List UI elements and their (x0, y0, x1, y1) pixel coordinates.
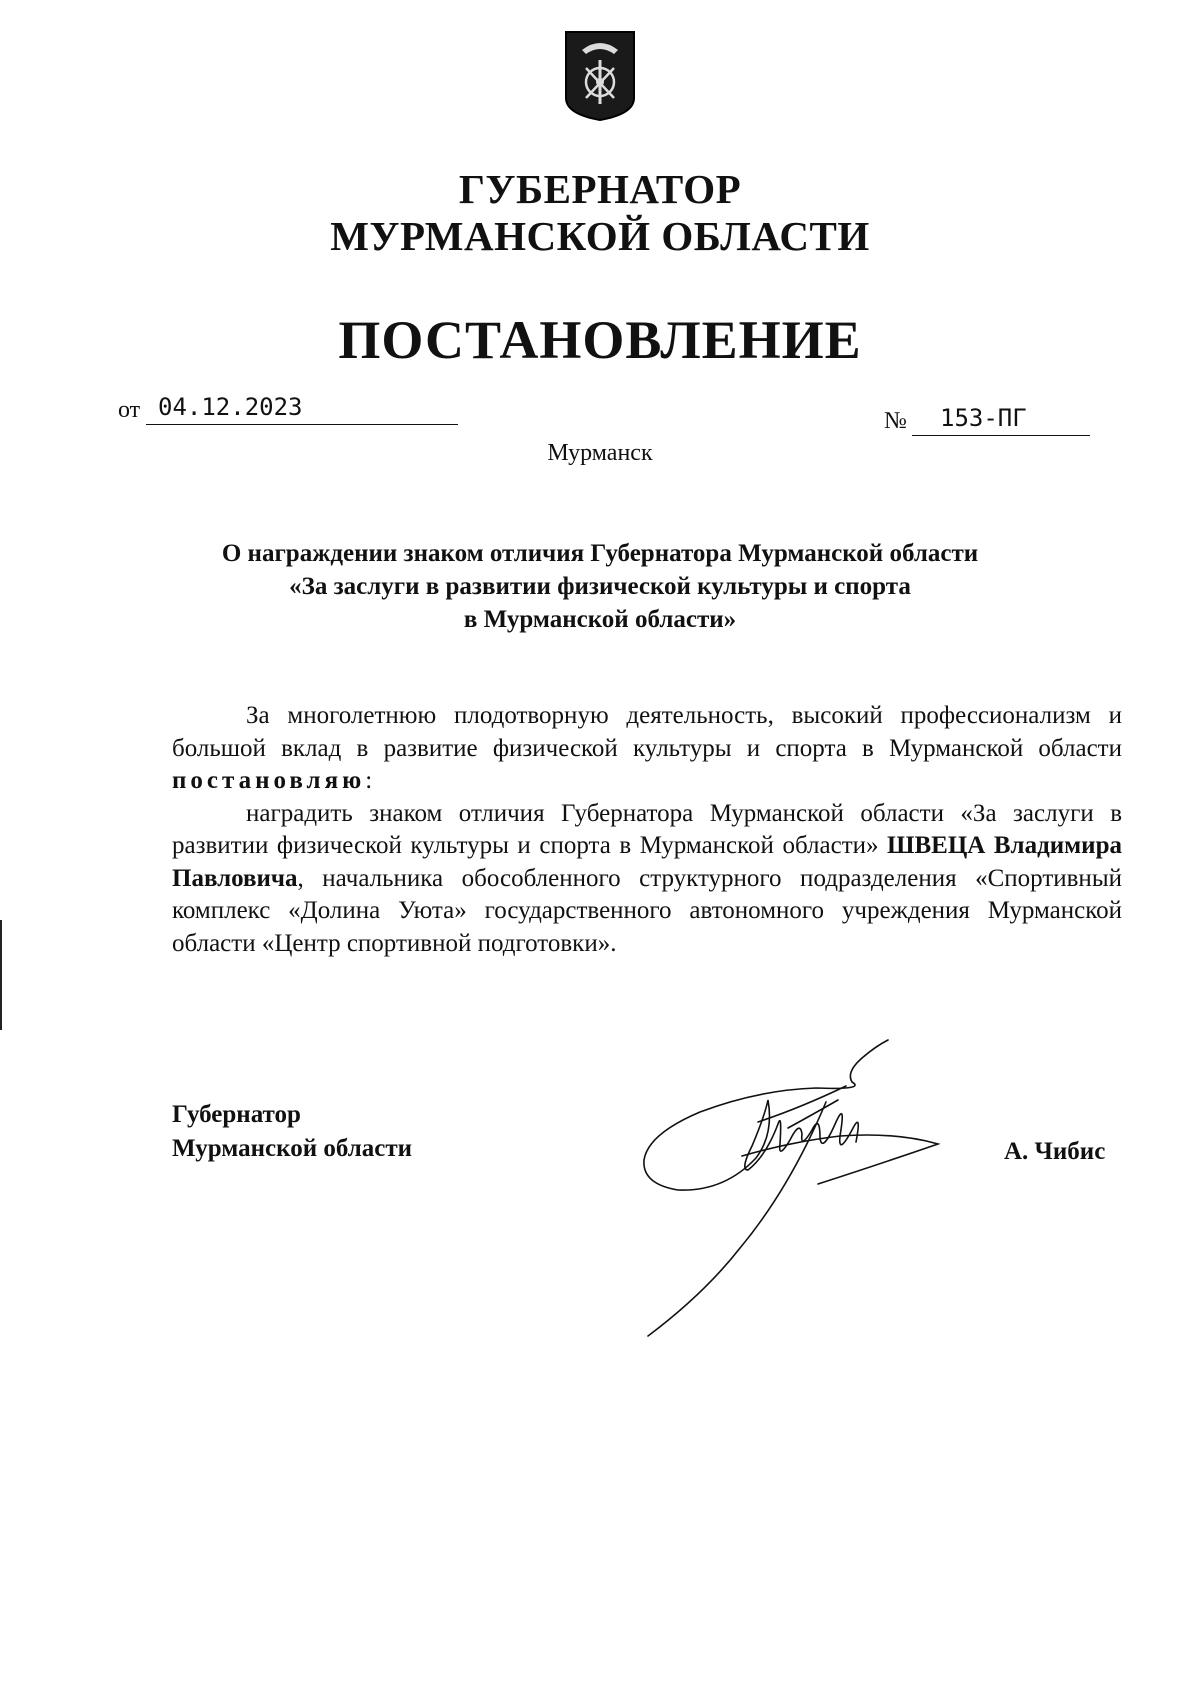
document-number-field: 153-ПГ (912, 404, 1090, 436)
subject-line: в Мурманской области» (463, 606, 737, 633)
authority-title-line2: МУРМАНСКОЙ ОБЛАСТИ (330, 213, 870, 259)
coat-of-arms-icon (562, 28, 638, 122)
subject-line: О награждении знаком отличия Губернатора Мурманской области (221, 540, 979, 567)
document-type-heading: ПОСТАНОВЛЕНИЕ (338, 310, 862, 370)
decree-colon: : (365, 767, 373, 794)
signer-position-line: Мурманской области (172, 1135, 413, 1162)
paragraph-text: За многолетнюю плодотворную деятельность, высокий профессионализм и большой вклад в развитие физической культуры и спорта в Мурманской области (172, 702, 1122, 762)
city-label: Мурманск (547, 440, 653, 466)
authority-title-line1: ГУБЕРНАТОР (458, 166, 742, 212)
paragraph-text: , начальника обособленного структурного подразделения «Спортивный комплекс «Долина Уюта» государственного автономного учреждения Мурманской области «Центр спортивной подготовки». (172, 864, 1122, 957)
signer-name: А. Чибис (1004, 1138, 1106, 1165)
number-prefix: № (884, 408, 907, 434)
body-paragraph (172, 798, 1122, 961)
scan-edge-mark (0, 920, 2, 1030)
paragraph-text: наградить знаком отличия Губернатора Мурманской области «За заслуги в развитии физической культуры и спорта в Мурманской области» (172, 799, 1122, 859)
signer-position-line: Губернатор (172, 1101, 301, 1128)
handwritten-signature (640, 1038, 970, 1338)
signer-position (172, 1098, 412, 1166)
awardee-name: ШВЕЦА Владимира Павловича (172, 832, 1122, 892)
subject-line: «За заслуги в развитии физической культуры и спорта (289, 573, 911, 600)
document-body (172, 700, 1122, 960)
date-field: 04.12.2023 (146, 393, 458, 425)
body-paragraph (172, 700, 1122, 798)
date-prefix: от (118, 397, 141, 423)
decree-word: постановляю (172, 767, 366, 794)
document-subject (150, 537, 1050, 636)
